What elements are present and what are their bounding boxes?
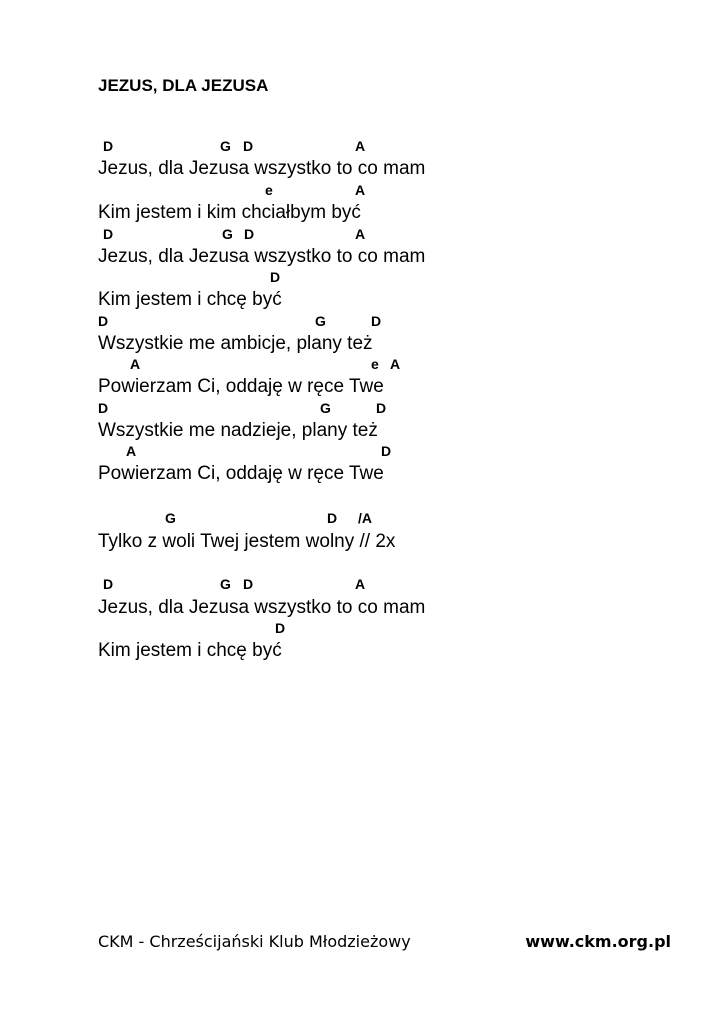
lyric-line: Kim jestem i chcę być [98,640,282,661]
chord: G [165,510,176,526]
lyric-line: Jezus, dla Jezusa wszystko to co mam [98,246,426,267]
chord: G [220,576,231,592]
lyric-line: Wszystkie me ambicje, plany też [98,333,373,354]
chord: D [371,313,382,329]
footer-website-link[interactable]: www.ckm.org.pl [525,932,671,951]
chord: A [390,356,401,372]
lyric-line: Kim jestem i kim chciałbym być [98,202,361,223]
chord: G [315,313,326,329]
chord: D [103,576,114,592]
chord: D [103,226,114,242]
chord: A [130,356,141,372]
chord: A [126,443,137,459]
chord: A [355,226,366,242]
chord: D [270,269,281,285]
lyric-line: Kim jestem i chcę być [98,289,282,310]
song-title: JEZUS, DLA JEZUSA [98,76,269,95]
chord: /A [358,510,372,526]
chord: D [381,443,392,459]
footer-club-name: CKM - Chrześcijański Klub Młodzieżowy [98,932,411,951]
chord: A [355,576,366,592]
lyric-line: Jezus, dla Jezusa wszystko to co mam [98,597,426,618]
chord: G [220,138,231,154]
chord: D [244,226,255,242]
chord: D [376,400,387,416]
chord: D [243,576,254,592]
chord: D [103,138,114,154]
chord: e [265,182,273,198]
chord: D [243,138,254,154]
lyric-line: Wszystkie me nadzieje, plany też [98,420,378,441]
chord: A [355,138,366,154]
chord: D [275,620,286,636]
chord: D [98,313,109,329]
lyric-line: Powierzam Ci, oddaję w ręce Twe [98,376,384,397]
lyric-line: Jezus, dla Jezusa wszystko to co mam [98,158,426,179]
chord: D [98,400,109,416]
chord: G [222,226,233,242]
chord: A [355,182,366,198]
chord: G [320,400,331,416]
lyric-line: Powierzam Ci, oddaję w ręce Twe [98,463,384,484]
chord: e [371,356,379,372]
lyric-line: Tylko z woli Twej jestem wolny // 2x [98,531,396,552]
chord: D [327,510,338,526]
